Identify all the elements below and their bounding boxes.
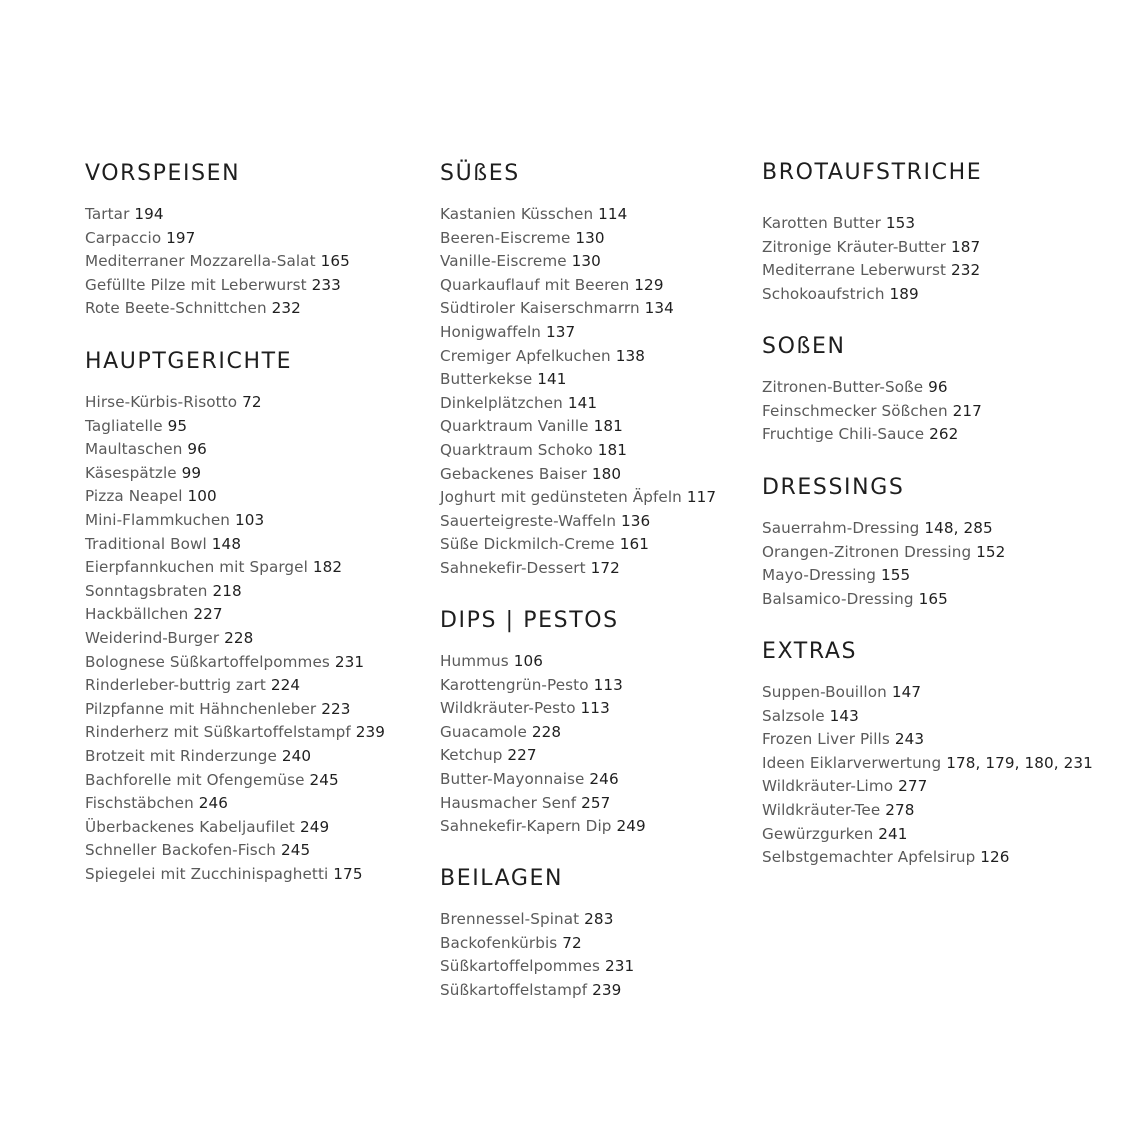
recipe-list <box>85 203 350 321</box>
page-number: 245 <box>280 841 311 860</box>
recipe-list <box>440 650 646 839</box>
section-heading: VORSPEISEN <box>85 161 241 186</box>
index-entry <box>762 212 982 236</box>
recipe-list <box>85 391 385 886</box>
recipe-name: Bolognese Süßkartoffelpommes <box>85 652 330 671</box>
index-entry <box>440 533 716 557</box>
page-number: 96 <box>928 378 948 396</box>
recipe-name: Rinderherz mit Süßkartoffelstampf <box>85 723 351 742</box>
page-number: 161 <box>619 535 649 554</box>
page-number: 239 <box>592 980 622 999</box>
index-entry <box>762 705 1093 729</box>
recipe-name: Salzsole <box>762 706 825 725</box>
recipe-list <box>762 517 1005 611</box>
section-heading: BEILAGEN <box>440 866 564 891</box>
page-number: 189 <box>889 284 919 303</box>
recipe-name: Frozen Liver Pills <box>762 730 890 749</box>
page-number: 224 <box>270 676 301 695</box>
recipe-name: Südtiroler Kaiserschmarrn <box>440 299 640 318</box>
index-entry <box>85 816 385 840</box>
index-entry <box>85 769 385 793</box>
page-number: 113 <box>580 699 610 718</box>
section-dips-pestos <box>440 608 646 839</box>
section-heading: DIPS | PESTOS <box>440 608 619 633</box>
page-number: 72 <box>242 393 262 411</box>
index-entry <box>762 283 982 307</box>
page-number: 148, 285 <box>924 519 993 537</box>
index-entry <box>85 485 385 509</box>
index-entry <box>440 510 716 534</box>
page-number: 243 <box>894 730 925 749</box>
recipe-name: Pizza Neapel <box>85 487 183 506</box>
recipe-name: Feinschmecker Sößchen <box>762 401 948 420</box>
recipe-list <box>762 212 982 306</box>
page-number: 134 <box>644 299 674 318</box>
page-number: 130 <box>571 252 601 271</box>
recipe-name: Süßkartoffelpommes <box>440 957 600 976</box>
index-entry <box>762 400 982 424</box>
page-number: 148 <box>211 534 242 553</box>
index-entry <box>440 368 716 392</box>
index-entry <box>762 799 1093 823</box>
page-number: 262 <box>929 425 959 444</box>
recipe-list <box>762 681 1093 870</box>
recipe-name: Mediterraner Mozzarella-Salat <box>85 252 316 271</box>
recipe-name: Mediterrane Leberwurst <box>762 261 947 280</box>
page-number: 165 <box>918 589 948 608</box>
page-number: 178, 179, 180, 231 <box>946 753 1093 772</box>
index-entry <box>85 274 350 298</box>
index-entry <box>85 698 385 722</box>
index-entry <box>440 744 646 768</box>
section-beilagen <box>440 866 634 1002</box>
section-vorspeisen <box>85 161 350 321</box>
index-entry <box>762 376 982 400</box>
index-entry <box>440 486 716 510</box>
recipe-name: Joghurt mit gedünsteten Äpfeln <box>440 488 682 507</box>
index-entry <box>85 533 385 557</box>
page-number: 241 <box>878 824 908 843</box>
recipe-name: Fischstäbchen <box>85 794 194 813</box>
page-number: 233 <box>311 275 341 294</box>
page-number: 141 <box>537 370 567 389</box>
page-number: 96 <box>187 440 207 459</box>
recipe-name: Honigwaffeln <box>440 322 542 341</box>
recipe-name: Brotzeit mit Rinderzunge <box>85 746 277 765</box>
index-entry <box>762 728 1093 752</box>
recipe-name: Suppen-Bouillon <box>762 683 887 701</box>
recipe-name: Orangen-Zitronen Dressing <box>762 542 972 561</box>
page-number: 231 <box>334 652 365 671</box>
page-number: 141 <box>567 393 598 412</box>
index-entry <box>440 227 716 251</box>
recipe-name: Süßkartoffelstampf <box>440 980 588 999</box>
page-number: 153 <box>885 214 916 232</box>
page-number: 180 <box>591 464 622 483</box>
section-heading: DRESSINGS <box>762 475 905 500</box>
section-heading: EXTRAS <box>762 639 858 664</box>
index-entry <box>440 274 716 298</box>
recipe-name: Zitronige Kräuter-Butter <box>762 237 947 256</box>
recipe-name: Gebackenes Baiser <box>440 464 587 483</box>
page-number: 130 <box>575 228 605 247</box>
page-number: 136 <box>621 511 651 530</box>
index-entry <box>762 517 1005 541</box>
index-entry <box>85 721 385 745</box>
page-number: 217 <box>952 401 982 420</box>
index-entry <box>85 391 385 415</box>
recipe-name: Süße Dickmilch-Creme <box>440 535 615 554</box>
index-entry <box>762 846 1093 870</box>
index-entry <box>762 541 1005 565</box>
recipe-list <box>762 376 982 447</box>
recipe-name: Quarktraum Vanille <box>440 417 589 436</box>
index-entry <box>440 439 716 463</box>
page-number: 223 <box>321 699 351 718</box>
page-number: 277 <box>898 777 928 796</box>
index-entry <box>85 745 385 769</box>
recipe-name: Selbstgemachter Apfelsirup <box>762 848 976 867</box>
index-entry <box>85 603 385 627</box>
recipe-name: Eierpfannkuchen mit Spargel <box>85 558 308 577</box>
page-number: 147 <box>891 683 922 701</box>
page-number: 181 <box>597 440 628 459</box>
index-entry <box>85 415 385 439</box>
index-entry <box>85 651 385 675</box>
page-number: 113 <box>593 675 623 694</box>
recipe-name: Karottengrün-Pesto <box>440 675 589 694</box>
page-number: 194 <box>134 205 164 223</box>
page-number: 182 <box>312 558 343 577</box>
index-entry <box>762 823 1093 847</box>
index-entry <box>440 557 716 581</box>
index-entry <box>440 697 646 721</box>
page-number: 72 <box>562 933 582 952</box>
page-number: 100 <box>187 487 217 506</box>
recipe-name: Hummus <box>440 652 509 670</box>
recipe-name: Rote Beete-Schnittchen <box>85 299 267 318</box>
index-entry <box>440 250 716 274</box>
recipe-name: Sonntagsbraten <box>85 581 208 600</box>
recipe-name: Butterkekse <box>440 370 533 389</box>
section-heading: BROTAUFSTRICHE <box>762 160 983 185</box>
page-number: 227 <box>193 605 223 624</box>
page-number: 106 <box>513 652 544 670</box>
recipe-name: Quarkauflauf mit Beeren <box>440 275 630 294</box>
index-entry <box>85 438 385 462</box>
recipe-name: Ketchup <box>440 746 503 765</box>
index-entry <box>85 297 350 321</box>
recipe-name: Hausmacher Senf <box>440 793 577 812</box>
index-entry <box>762 775 1093 799</box>
recipe-name: Butter-Mayonnaise <box>440 769 585 788</box>
index-entry <box>440 792 646 816</box>
index-entry <box>440 415 716 439</box>
page-number: 152 <box>976 542 1006 561</box>
recipe-name: Käsespätzle <box>85 463 177 482</box>
section-heading: SÜßES <box>440 161 520 186</box>
section-extras <box>762 639 1093 870</box>
recipe-name: Karotten Butter <box>762 214 881 232</box>
index-entry <box>762 423 982 447</box>
recipe-name: Brennessel-Spinat <box>440 910 580 928</box>
index-entry <box>762 588 1005 612</box>
index-entry <box>440 297 716 321</box>
recipe-name: Backofenkürbis <box>440 933 558 952</box>
recipe-name: Mayo-Dressing <box>762 566 877 585</box>
recipe-list <box>440 908 634 1002</box>
index-entry <box>440 321 716 345</box>
index-entry <box>85 462 385 486</box>
index-entry <box>85 839 385 863</box>
page-number: 232 <box>951 261 981 280</box>
page-number: 239 <box>355 723 386 742</box>
page-number: 218 <box>212 581 242 600</box>
recipe-name: Gewürzgurken <box>762 824 874 843</box>
page-number: 232 <box>271 299 301 318</box>
recipe-name: Sahnekefir-Kapern Dip <box>440 817 612 836</box>
page-number: 197 <box>166 228 196 247</box>
index-entry <box>85 792 385 816</box>
page-number: 103 <box>234 510 265 529</box>
section-suesses <box>440 161 716 581</box>
index-entry <box>440 979 634 1003</box>
index-entry <box>440 721 646 745</box>
index-entry <box>440 932 634 956</box>
section-sossen <box>762 334 982 447</box>
recipe-name: Traditional Bowl <box>85 534 207 553</box>
recipe-name: Fruchtige Chili-Sauce <box>762 425 925 444</box>
page-number: 137 <box>545 322 576 341</box>
section-heading: HAUPTGERICHTE <box>85 349 293 374</box>
section-dressings <box>762 475 1005 611</box>
recipe-name: Spiegelei mit Zucchinispaghetti <box>85 864 329 883</box>
index-entry <box>85 556 385 580</box>
recipe-name: Zitronen-Butter-Soße <box>762 378 924 396</box>
recipe-name: Dinkelplätzchen <box>440 393 563 412</box>
index-entry <box>440 650 646 674</box>
page-number: 227 <box>507 746 537 765</box>
index-entry <box>762 236 982 260</box>
page-number: 138 <box>615 346 646 365</box>
recipe-name: Ideen Eiklarverwertung <box>762 753 942 772</box>
recipe-name: Schokoaufstrich <box>762 284 885 303</box>
recipe-name: Rinderleber-buttrig zart <box>85 676 266 695</box>
recipe-name: Beeren-Eiscreme <box>440 228 571 247</box>
index-entry <box>440 908 634 932</box>
page-number: 228 <box>531 722 562 741</box>
recipe-name: Cremiger Apfelkuchen <box>440 346 611 365</box>
recipe-name: Guacamole <box>440 722 527 741</box>
index-entry <box>85 250 350 274</box>
page-number: 114 <box>598 205 628 223</box>
recipe-name: Quarktraum Schoko <box>440 440 593 459</box>
recipe-name: Carpaccio <box>85 228 162 247</box>
recipe-name: Gefüllte Pilze mit Leberwurst <box>85 275 307 294</box>
page-number: 181 <box>593 417 623 436</box>
page-number: 95 <box>167 416 188 435</box>
index-entry <box>440 955 634 979</box>
page-number: 246 <box>198 794 229 813</box>
index-entry <box>762 752 1093 776</box>
page-number: 257 <box>581 793 611 812</box>
section-hauptgerichte <box>85 349 385 886</box>
recipe-name: Bachforelle mit Ofengemüse <box>85 770 305 789</box>
index-entry <box>85 627 385 651</box>
recipe-name: Balsamico-Dressing <box>762 589 914 608</box>
index-entry <box>85 580 385 604</box>
page-number: 126 <box>980 848 1010 867</box>
recipe-name: Wildkräuter-Pesto <box>440 699 576 718</box>
index-entry <box>85 509 385 533</box>
recipe-name: Kastanien Küsschen <box>440 205 594 223</box>
index-entry <box>762 259 982 283</box>
index-entry <box>762 681 1093 705</box>
recipe-name: Hackbällchen <box>85 605 189 624</box>
recipe-name: Maultaschen <box>85 440 183 459</box>
page-number: 245 <box>309 770 339 789</box>
index-entry <box>440 674 646 698</box>
index-entry <box>85 203 350 227</box>
section-heading: SOßEN <box>762 334 846 359</box>
page-number: 172 <box>590 558 620 577</box>
recipe-name: Tartar <box>85 205 130 223</box>
recipe-name: Weiderind-Burger <box>85 628 220 647</box>
page-number: 228 <box>224 628 254 647</box>
index-entry <box>440 768 646 792</box>
page-number: 278 <box>885 800 915 819</box>
page-number: 240 <box>281 746 312 765</box>
index-entry <box>440 392 716 416</box>
section-brotaufstriche <box>762 160 982 306</box>
recipe-name: Hirse-Kürbis-Risotto <box>85 393 238 411</box>
recipe-name: Pilzpfanne mit Hähnchenleber <box>85 699 317 718</box>
page-number: 155 <box>880 566 911 585</box>
index-entry <box>85 674 385 698</box>
index-entry <box>762 564 1005 588</box>
page-number: 246 <box>589 769 619 788</box>
index-entry <box>440 463 716 487</box>
recipe-name: Sahnekefir-Dessert <box>440 558 586 577</box>
page-number: 175 <box>333 864 363 883</box>
page-number: 129 <box>634 275 664 294</box>
recipe-name: Überbackenes Kabeljaufilet <box>85 817 295 836</box>
page-number: 187 <box>950 237 981 256</box>
page-number: 117 <box>686 488 717 507</box>
recipe-list <box>440 203 716 581</box>
recipe-name: Schneller Backofen-Fisch <box>85 841 276 860</box>
recipe-name: Tagliatelle <box>85 416 163 435</box>
recipe-name: Vanille-Eiscreme <box>440 252 567 271</box>
index-entry <box>85 227 350 251</box>
index-entry <box>440 203 716 227</box>
recipe-name: Mini-Flammkuchen <box>85 510 230 529</box>
index-entry <box>440 345 716 369</box>
page-number: 143 <box>829 706 859 725</box>
page-number: 99 <box>181 463 202 482</box>
index-entry <box>440 815 646 839</box>
index-entry <box>85 863 385 887</box>
page-number: 249 <box>616 817 646 836</box>
recipe-name: Wildkräuter-Tee <box>762 800 881 819</box>
page-number: 231 <box>604 957 635 976</box>
page-number: 165 <box>320 252 350 271</box>
page-number: 249 <box>299 817 330 836</box>
recipe-name: Wildkräuter-Limo <box>762 777 894 796</box>
recipe-name: Sauerteigreste-Waffeln <box>440 511 617 530</box>
page-number: 283 <box>584 910 614 928</box>
recipe-name: Sauerrahm-Dressing <box>762 519 920 537</box>
